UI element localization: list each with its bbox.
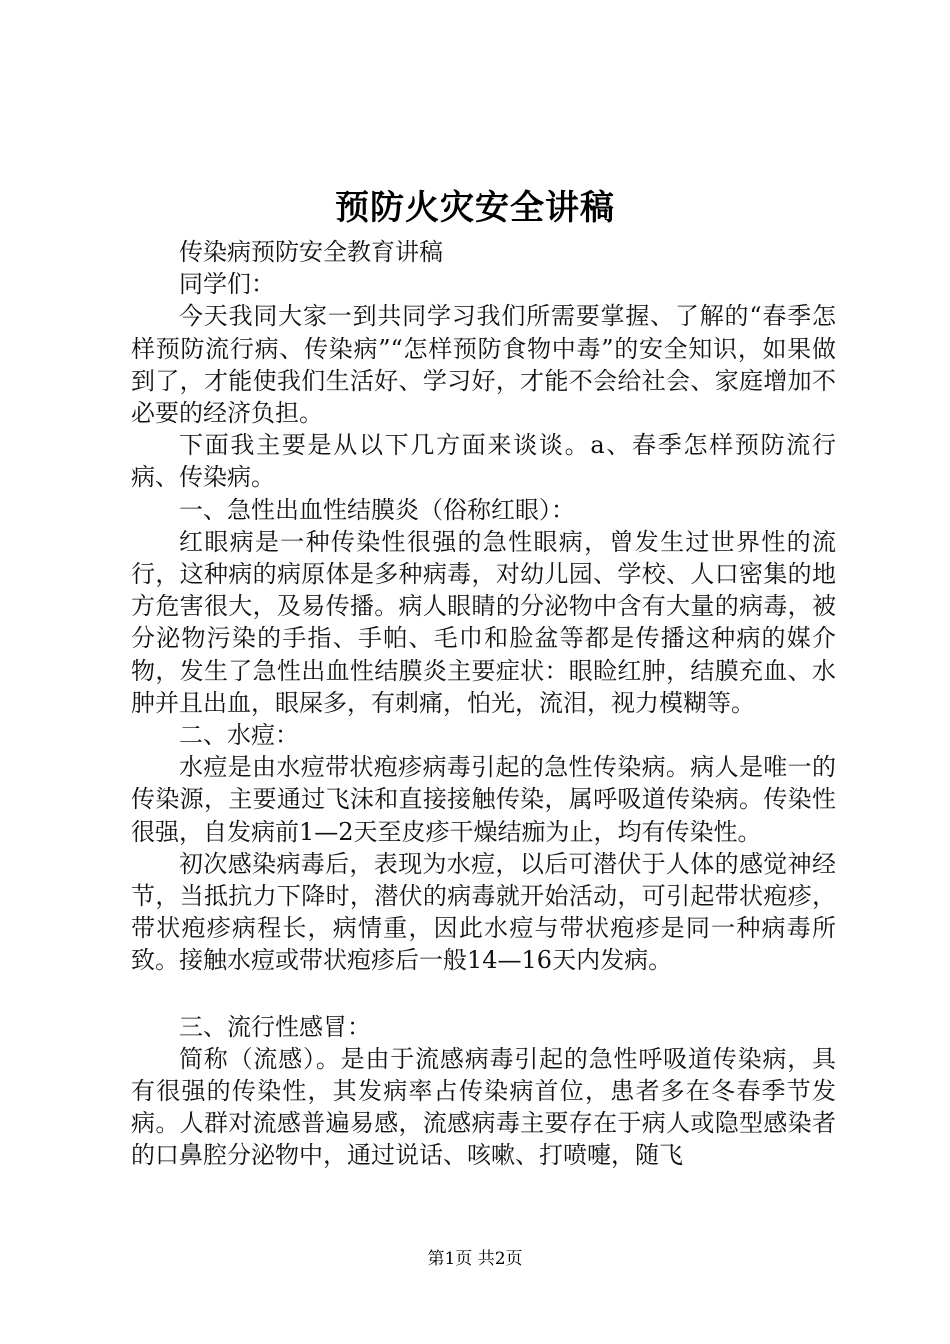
section-body-2a: 水痘是由水痘带状疱疹病毒引起的急性传染病。病人是唯一的传染源，主要通过飞沫和直接接触传染，属呼吸道传染病。传染性很强，自发病前1—2天至皮疹干燥结痂为止，均有传染性。 — [131, 753, 836, 846]
document-body — [131, 236, 836, 1172]
section-heading-1: 一、急性出血性结膜炎（俗称红眼）： — [179, 495, 575, 524]
section-body-1: 红眼病是一种传染性很强的急性眼病，曾发生过世界性的流行，这种病的病原体是多种病毒，对幼儿园、学校、人口密集的地方危害很大，及易传播。病人眼睛的分泌物中含有大量的病毒，被分泌物污染的手指、手帕、毛巾和脸盆等都是传播这种病的媒介物，发生了急性出血性结膜炎主要症状：眼睑红肿，结膜充血、水肿并且出血，眼屎多，有刺痛，怕光，流泪，视力模糊等。 — [131, 527, 836, 717]
section-body-3: 简称（流感）。是由于流感病毒引起的急性呼吸道传染病，具有很强的传染性，其发病率占传染病首位，患者多在冬春季节发病。人群对流感普遍易感，流感病毒主要存在于病人或隐型感染者的口鼻腔分泌物中，通过说话、咳嗽、打喷嚏，随飞 — [131, 1044, 836, 1170]
page-number-footer: 第1页 共2页 — [427, 1249, 523, 1269]
greeting-paragraph: 同学们： — [179, 270, 275, 299]
section-body-2b: 初次感染病毒后，表现为水痘，以后可潜伏于人体的感觉神经节，当抵抗力下降时，潜伏的病毒就开始活动，可引起带状疱疹，带状疱疹病程长，病情重，因此水痘与带状疱疹是同一种病毒所致。接触水痘或带状疱疹后一般14—16天内发病。 — [131, 849, 836, 975]
document-title: 预防火灾安全讲稿 — [335, 188, 615, 228]
overview-paragraph: 下面我主要是从以下几方面来谈谈。a、春季怎样预防流行病、传染病。 — [131, 431, 836, 492]
section-heading-3: 三、流行性感冒： — [179, 1012, 371, 1041]
intro-paragraph: 今天我同大家一到共同学习我们所需要掌握、了解的“春季怎样预防流行病、传染病”“怎样预防食物中毒”的安全知识，如果做到了，才能使我们生活好、学习好，才能不会给社会、家庭增加不必要的经济负担。 — [131, 302, 836, 428]
subtitle-paragraph: 传染病预防安全教育讲稿 — [179, 238, 443, 266]
section-heading-2: 二、水痘： — [179, 721, 299, 750]
